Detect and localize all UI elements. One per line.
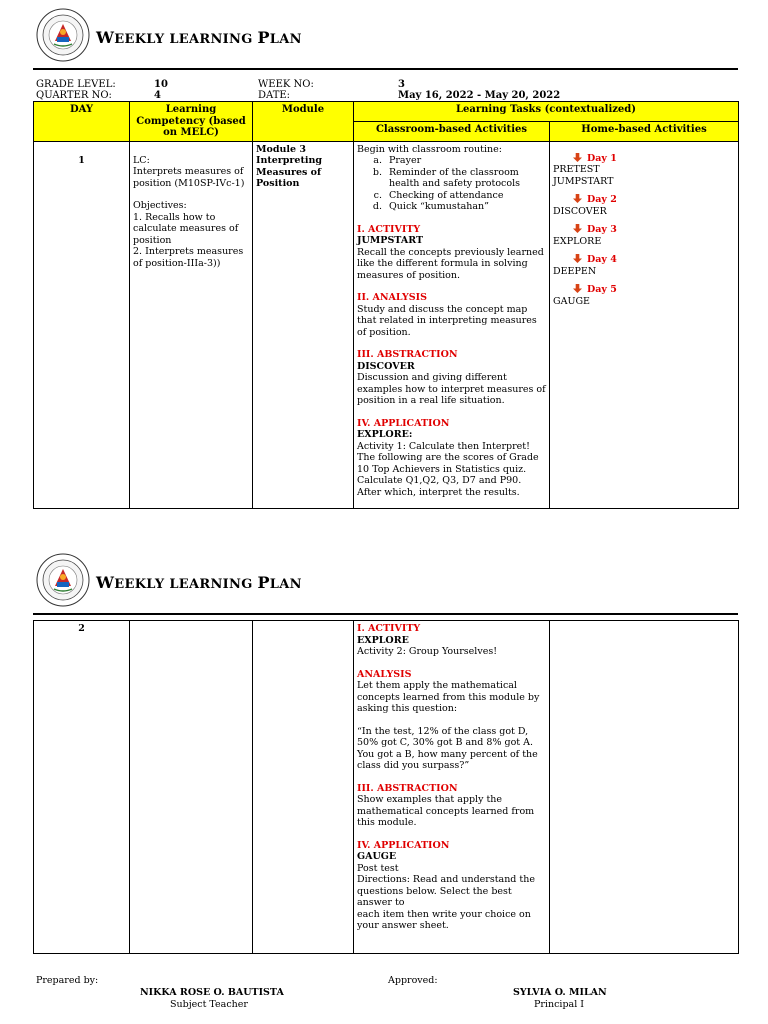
header-tasks: Learning Tasks (contextualized) — [354, 102, 739, 122]
day-cell: 1 — [34, 141, 130, 508]
header-competency: Learning Competency (based on MELC) — [130, 102, 253, 142]
page-header-1 — [33, 8, 738, 66]
header-rule — [33, 68, 738, 70]
arrow-down-icon — [573, 284, 582, 293]
day-cell: 2 — [34, 621, 130, 954]
grade-label: GRADE LEVEL: — [36, 79, 116, 90]
header-module: Module — [253, 102, 354, 142]
classroom-activities-cell: Begin with classroom routine: a. Prayer b. Reminder of the classroom health and safety protocols c. Checking of attendance d. Quick “kumustahan” I. ACTIVITY JUMPSTART Recall the concepts previously learned like the different formula in solving measures of position. II. ANALYSIS Study and discuss the concept map that related in interpreting measures of position. III. ABSTRACTION DISCOVER Discussion and giving different examples how to interpret measures of position in a real life situation. IV. APPLICATION EXPLORE: Activity 1: Calculate then Interpret! The following are the scores of Grade 10 Top Achievers in Statistics quiz. Calculate Q1,Q2, Q3, D7 and P90. After which, interpret the results. — [354, 141, 550, 508]
prepared-label: Prepared by: — [36, 975, 99, 986]
page-header-2 — [33, 553, 738, 611]
date-value: May 16, 2022 - May 20, 2022 — [398, 90, 561, 101]
week-value: 3 — [398, 79, 405, 90]
approved-name: SYLVIA O. MILAN — [513, 987, 607, 998]
document-title: WEEKLY LEARNING PLAN — [96, 573, 302, 592]
prepared-name: NIKKA ROSE O. BAUTISTA — [140, 987, 284, 998]
header-home: Home-based Activities — [550, 121, 739, 141]
home-activities-cell — [550, 621, 739, 954]
plan-info — [36, 79, 736, 101]
plan-table-day-2 — [33, 620, 739, 954]
grade-value: 10 — [154, 79, 168, 90]
school-seal-icon — [36, 553, 90, 607]
home-activities-cell: Day 1 PRETEST JUMPSTART Day 2 DISCOVER Day 3 EXPLORE Day 4 DEEPEN Day 5 GAUGE — [550, 141, 739, 508]
header-day: DAY — [34, 102, 130, 142]
routine-list: a. Prayer b. Reminder of the classroom health and safety protocols c. Checking of attendance d. Quick “kumustahan” — [357, 155, 546, 213]
quarter-label: QUARTER NO: — [36, 90, 112, 101]
quarter-value: 4 — [154, 90, 161, 101]
date-label: DATE: — [258, 90, 291, 101]
module-cell — [253, 621, 354, 954]
document-title: WEEKLY LEARNING PLAN — [96, 28, 302, 47]
module-cell: Module 3 Interpreting Measures of Position — [253, 141, 354, 508]
competency-cell: LC: Interprets measures of position (M10SP-IVc-1) Objectives: 1. Recalls how to calculate measures of position 2. Interprets measures of position-IIIa-3)) — [130, 141, 253, 508]
classroom-activities-cell: I. ACTIVITY EXPLORE Activity 2: Group Yourselves! ANALYSIS Let them apply the mathematical concepts learned from this module by asking this question: “In the test, 12% of the class got D, 50% got C, 30% got B and 8% got A. You got a B, how many percent of the class did you surpass?” III. ABSTRACTION Show examples that apply the mathematical concepts learned from this module. IV. APPLICATION GAUGE Post test Directions: Read and understand the questions below. Select the best answer to each item then write your choice on your answer sheet. — [354, 621, 550, 954]
competency-cell — [130, 621, 253, 954]
arrow-down-icon — [573, 254, 582, 263]
week-label: WEEK NO: — [258, 79, 314, 90]
approved-label: Approved: — [388, 975, 438, 986]
arrow-down-icon — [573, 153, 582, 162]
header-classroom: Classroom-based Activities — [354, 121, 550, 141]
approved-role: Principal I — [534, 999, 585, 1010]
arrow-down-icon — [573, 224, 582, 233]
arrow-down-icon — [573, 194, 582, 203]
header-rule — [33, 613, 738, 615]
prepared-role: Subject Teacher — [170, 999, 248, 1010]
plan-table-day-1 — [33, 101, 739, 509]
school-seal-icon — [36, 8, 90, 62]
